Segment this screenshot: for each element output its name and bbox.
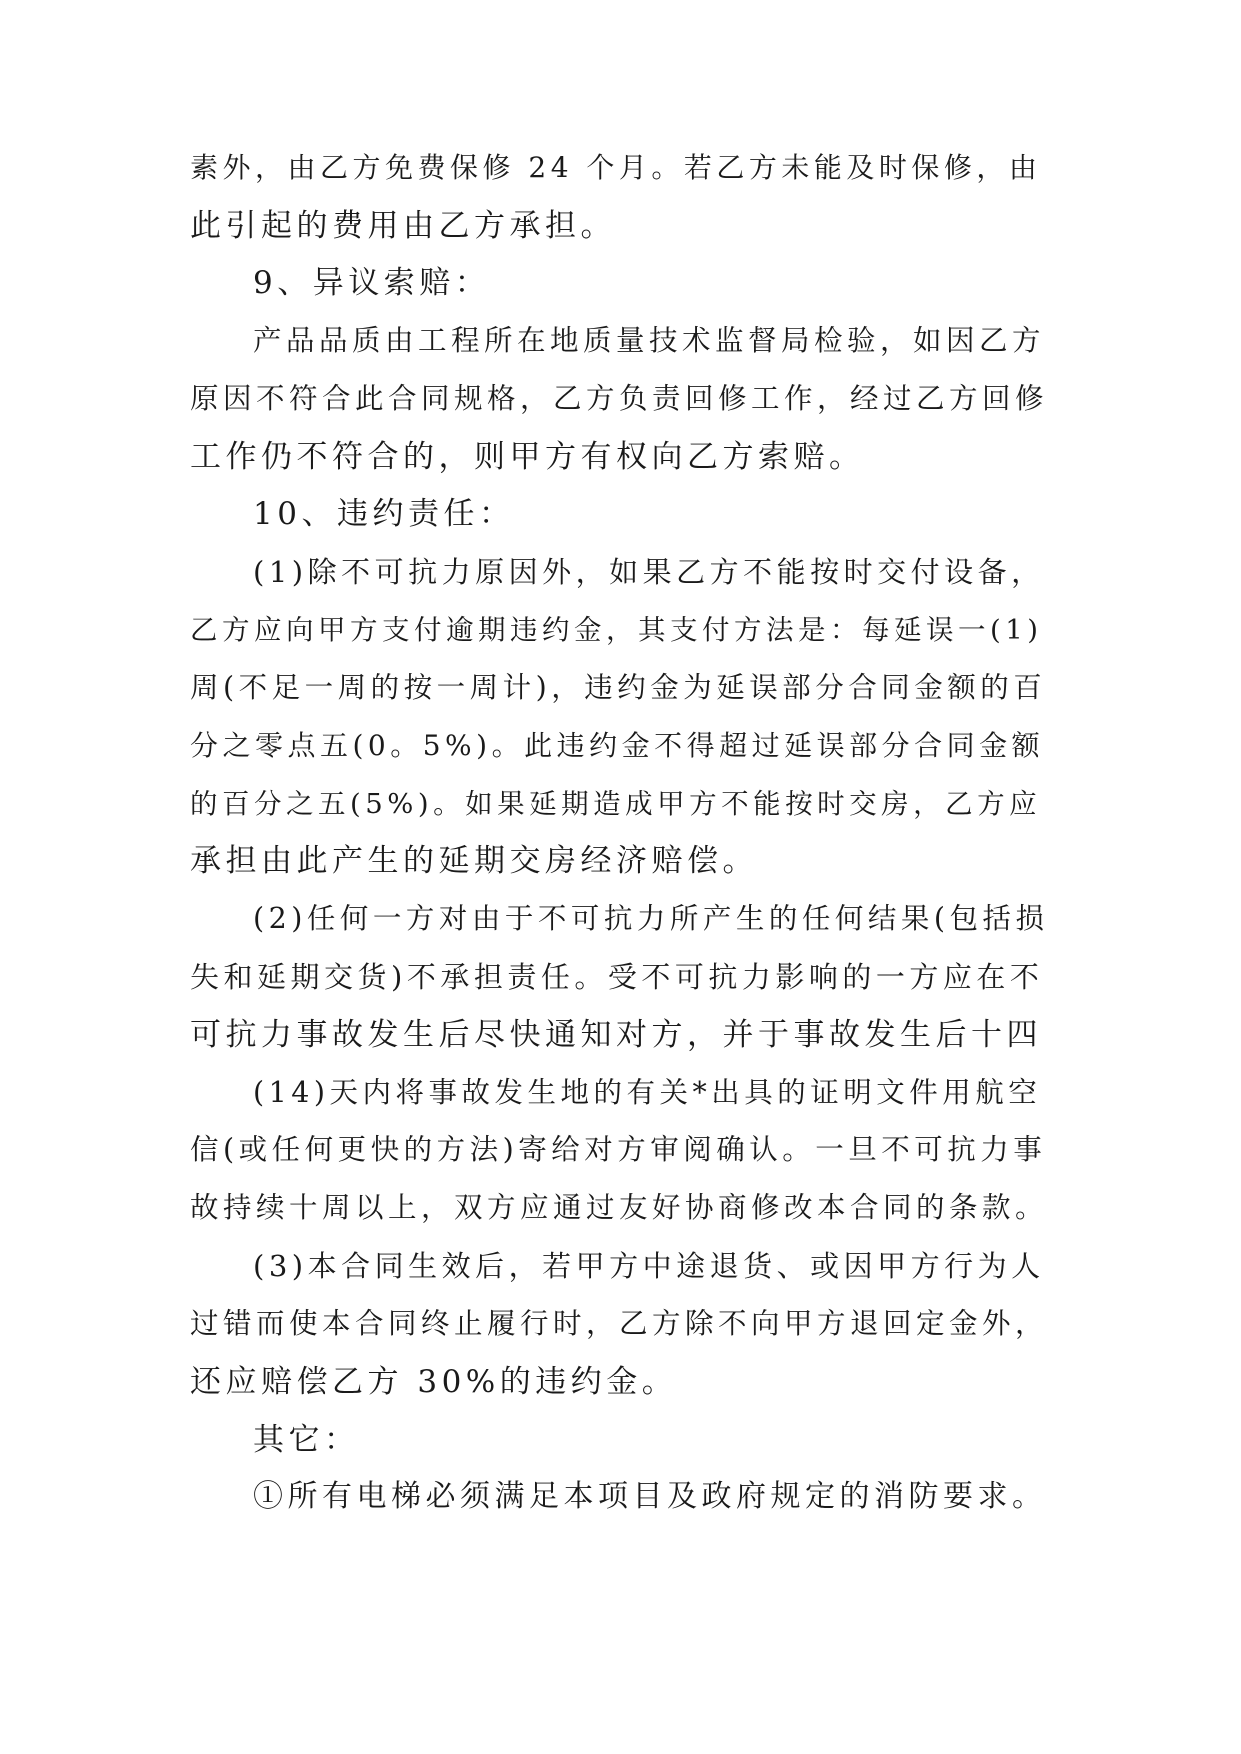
text-line: ①所有电梯必须满足本项目及政府规定的消防要求。	[253, 1479, 1047, 1514]
section-heading: 其它：	[253, 1422, 360, 1458]
text-line: 产品品质由工程所在地质量技术监督局检验，如因乙方	[253, 324, 1046, 357]
text-line: 工作仍不符合的，则甲方有权向乙方索赔。	[190, 439, 865, 475]
text-line: 过错而使本合同终止履行时，乙方除不向甲方退回定金外，	[190, 1307, 1049, 1340]
text-line: (2)任何一方对由于不可抗力所产生的任何结果(包括损	[253, 902, 1049, 935]
text-line: 失和延期交货)不承担责任。受不可抗力影响的一方应在不	[190, 960, 1044, 994]
text-line: 信(或任何更快的方法)寄给对方审阅确认。一旦不可抗力事	[190, 1133, 1047, 1166]
text-line: 还应赔偿乙方 30%的违约金。	[190, 1364, 678, 1400]
text-line: (1)除不可抗力原因外，如果乙方不能按时交付设备，	[253, 555, 1045, 589]
text-line: 承担由此产生的延期交房经济赔偿。	[190, 843, 758, 879]
text-line: 故持续十周以上，双方应通过友好协商修改本合同的条款。	[190, 1191, 1049, 1224]
text-line: 周(不足一周的按一周计)，违约金为延误部分合同金额的百	[190, 671, 1047, 704]
text-line: 乙方应向甲方支付逾期违约金，其支付方法是：每延误一(1)	[190, 614, 1043, 646]
text-line: 素外，由乙方免费保修 24 个月。若乙方未能及时保修，由	[190, 151, 1042, 184]
text-line: 原因不符合此合同规格，乙方负责回修工作，经过乙方回修	[190, 382, 1049, 415]
text-line: 的百分之五(5%)。如果延期造成甲方不能按时交房，乙方应	[190, 788, 1042, 820]
text-line: 此引起的费用由乙方承担。	[190, 208, 616, 244]
text-line: (14)天内将事故发生地的有关*出具的证明文件用航空	[253, 1076, 1042, 1109]
text-line: 分之零点五(0。5%)。此违约金不得超过延误部分合同金额	[190, 729, 1045, 762]
section-heading: 9、异议索赔：	[253, 265, 491, 301]
section-heading: 10、违约责任：	[253, 496, 515, 532]
text-line: (3)本合同生效后，若甲方中途退货、或因甲方行为人	[253, 1249, 1045, 1283]
text-line: 可抗力事故发生后尽快通知对方，并于事故发生后十四	[190, 1017, 1042, 1053]
